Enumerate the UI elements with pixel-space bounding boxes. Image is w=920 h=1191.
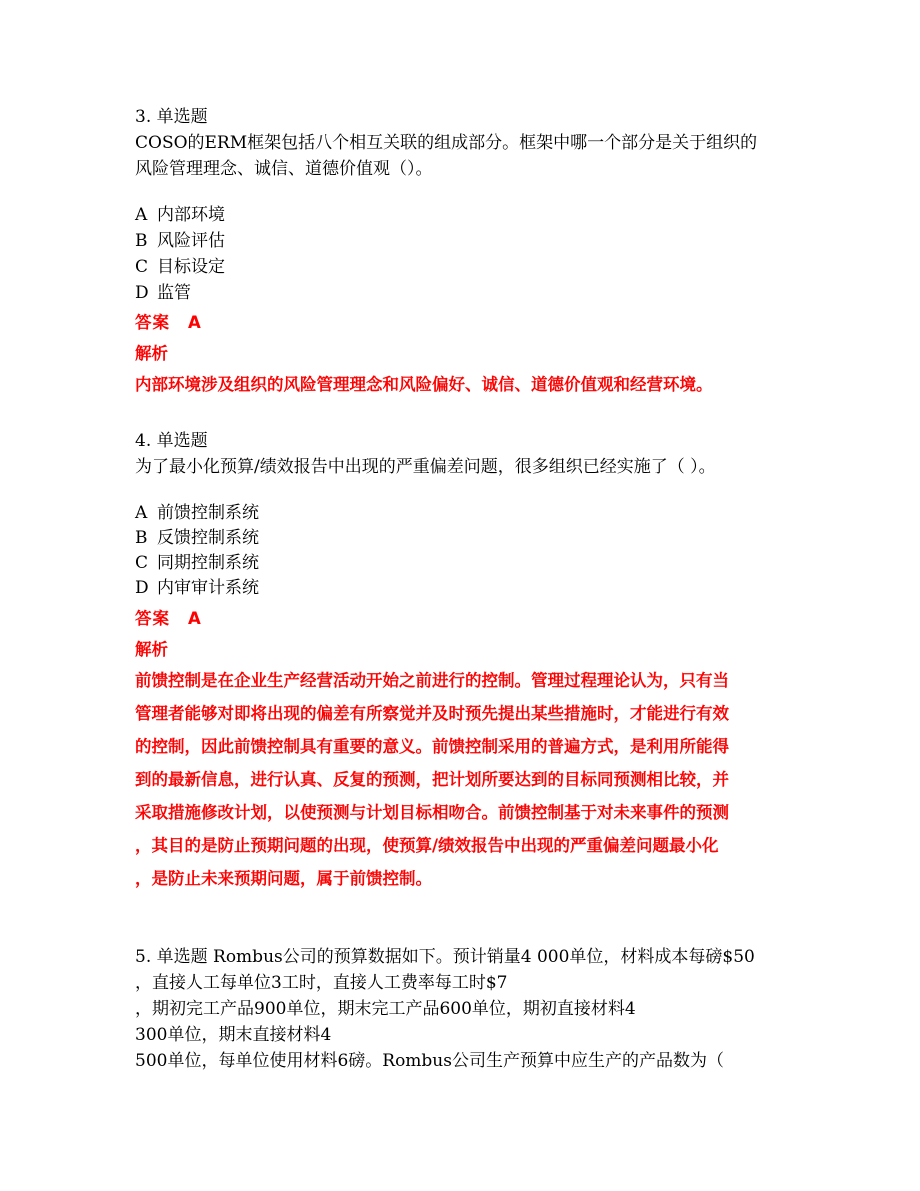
option-text: 内审审计系统	[157, 578, 259, 598]
q3-heading: 3. 单选题	[135, 107, 208, 127]
q4-analysis-line-7: ，是防止未来预期问题，属于前馈控制。	[135, 869, 432, 888]
q4-analysis-line-3: 的控制，因此前馈控制具有重要的意义。前馈控制采用的普遍方式，是利用所能得	[135, 737, 729, 756]
q3-answer	[135, 310, 201, 336]
option-letter: D	[135, 578, 149, 598]
q5-line-1: 5. 单选题 Rombus公司的预算数据如下。预计销量4 000单位，材料成本每磅$50	[135, 947, 755, 967]
option-letter: C	[135, 257, 149, 277]
q4-heading: 4. 单选题	[135, 431, 208, 451]
q4-analysis-label: 解析	[135, 640, 168, 659]
answer-label: 答案	[135, 313, 170, 332]
answer-value: A	[188, 609, 201, 628]
q3-option-a	[135, 202, 225, 228]
q4-analysis-line-2: 管理者能够对即将出现的偏差有所察觉并及时预先提出某些措施时，才能进行有效	[135, 704, 729, 723]
q4-answer	[135, 606, 201, 632]
q4-analysis-line-5: 采取措施修改计划，以使预测与计划目标相吻合。前馈控制基于对未来事件的预测	[135, 803, 729, 822]
q3-option-b	[135, 228, 225, 254]
option-text: 反馈控制系统	[157, 528, 259, 548]
q4-stem-line-1: 为了最小化预算/绩效报告中出现的严重偏差问题，很多组织已经实施了（ ）。	[135, 457, 716, 477]
q4-analysis-line-4: 到的最新信息，进行认真、反复的预测，把计划所要达到的目标同预测相比较，并	[135, 770, 729, 789]
answer-value: A	[188, 313, 201, 332]
option-letter: D	[135, 283, 149, 303]
option-text: 同期控制系统	[157, 553, 259, 573]
q3-stem-line-1: COSO的ERM框架包括八个相互关联的组成部分。框架中哪一个部分是关于组织的	[135, 133, 758, 153]
answer-label: 答案	[135, 609, 170, 628]
option-text: 风险评估	[157, 231, 225, 251]
option-letter: A	[135, 503, 148, 523]
q4-option-b	[135, 525, 259, 551]
q4-option-c	[135, 550, 259, 576]
q3-analysis-label: 解析	[135, 344, 168, 363]
option-text: 监管	[157, 283, 191, 303]
option-letter: B	[135, 231, 148, 251]
option-letter: C	[135, 553, 149, 573]
q3-analysis-line-1: 内部环境涉及组织的风险管理理念和风险偏好、诚信、道德价值观和经营环境。	[135, 375, 713, 394]
option-text: 内部环境	[157, 205, 225, 225]
option-letter: B	[135, 528, 148, 548]
q5-line-5: 500单位，每单位使用材料6磅。Rombus公司生产预算中应生产的产品数为（	[135, 1051, 724, 1071]
option-text: 前馈控制系统	[157, 503, 259, 523]
q4-option-a	[135, 500, 259, 526]
option-letter: A	[135, 205, 148, 225]
q3-stem-line-2: 风险管理理念、诚信、道德价值观（）。	[135, 159, 433, 179]
q3-option-c	[135, 254, 225, 280]
q5-line-3: ，期初完工产品900单位，期末完工产品600单位，期初直接材料4	[135, 999, 636, 1019]
q4-analysis-line-1: 前馈控制是在企业生产经营活动开始之前进行的控制。管理过程理论认为，只有当	[135, 671, 729, 690]
q5-line-4: 300单位，期末直接材料4	[135, 1025, 332, 1045]
q5-line-2: ，直接人工每单位3工时，直接人工费率每工时$7	[135, 973, 508, 993]
option-text: 目标设定	[157, 257, 225, 277]
q3-option-d	[135, 280, 191, 306]
q4-option-d	[135, 575, 259, 601]
q4-analysis-line-6: ，其目的是防止预期问题的出现，使预算/绩效报告中出现的严重偏差问题最小化	[135, 836, 719, 855]
